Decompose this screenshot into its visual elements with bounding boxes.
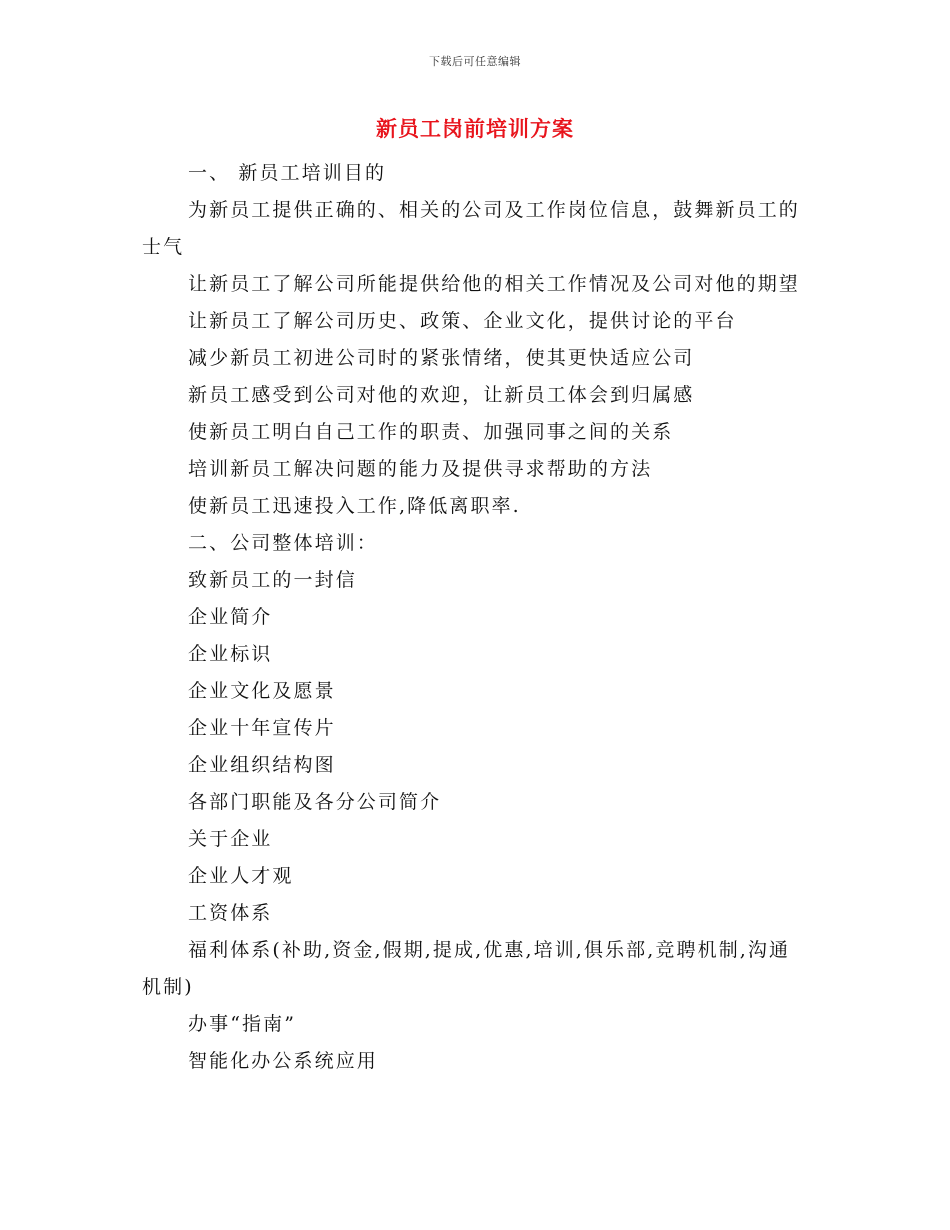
list-item: 致新员工的一封信 [188, 569, 357, 591]
list-item: 办事“指南” [188, 1013, 297, 1035]
list-item: 福利体系(补助,资金,假期,提成,优惠,培训,俱乐部,竞聘机制,沟通机制) [142, 939, 791, 998]
header-note: 下载后可任意编辑 [429, 55, 521, 68]
list-item: 企业组织结构图 [188, 754, 336, 776]
paragraph: 为新员工提供正确的、相关的公司及工作岗位信息，鼓舞新员工的士气 [142, 199, 800, 258]
paragraph: 使新员工迅速投入工作,降低离职率. [188, 495, 521, 517]
section-heading-purpose: 一、 新员工培训目的 [188, 162, 387, 184]
list-item: 智能化办公系统应用 [188, 1050, 378, 1072]
list-item: 企业人才观 [188, 865, 294, 887]
list-item: 企业标识 [188, 643, 273, 665]
paragraph: 让新员工了解公司历史、政策、企业文化，提供讨论的平台 [188, 310, 737, 332]
list-item: 关于企业 [188, 828, 273, 850]
list-item: 工资体系 [188, 902, 273, 924]
document-title: 新员工岗前培训方案 [376, 117, 574, 141]
section-heading-company-training: 二、公司整体培训： [188, 532, 378, 554]
paragraph: 让新员工了解公司所能提供给他的相关工作情况及公司对他的期望 [188, 273, 800, 295]
paragraph: 减少新员工初进公司时的紧张情绪，使其更快适应公司 [188, 347, 695, 369]
paragraph: 使新员工明白自己工作的职责、加强同事之间的关系 [188, 421, 674, 443]
list-item: 企业文化及愿景 [188, 680, 336, 702]
list-item: 各部门职能及各分公司简介 [188, 791, 442, 813]
paragraph: 培训新员工解决问题的能力及提供寻求帮助的方法 [188, 458, 653, 480]
list-item: 企业简介 [188, 606, 273, 628]
document-body [142, 155, 808, 1080]
list-item: 企业十年宣传片 [188, 717, 336, 739]
paragraph: 新员工感受到公司对他的欢迎，让新员工体会到归属感 [188, 384, 695, 406]
